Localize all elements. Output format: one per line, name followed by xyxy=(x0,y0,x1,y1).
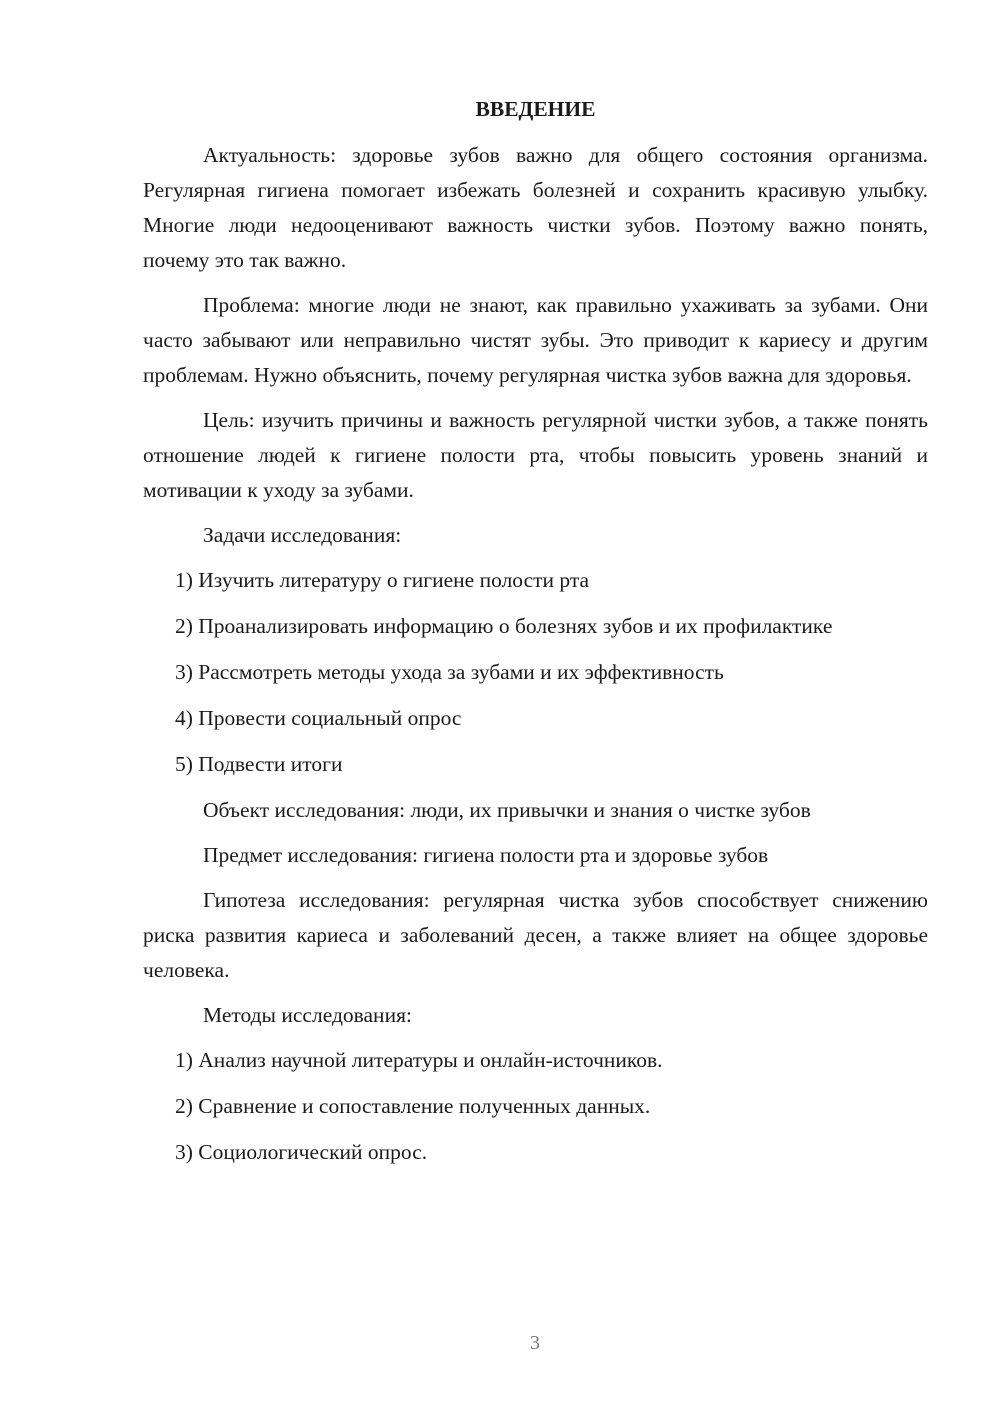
section-heading-text: ВВЕДЕНИЕ xyxy=(475,97,596,121)
problem-paragraph: Проблема: многие люди не знают, как правильно ухаживать за зубами. Они часто забывают или неправильно чистят зубы. Это приводит к кариесу и другим проблемам. Нужно объяснить, почему регулярная чистка зубов важна для здоровья. xyxy=(143,293,928,387)
method-item-3: 3) Социологический опрос. xyxy=(175,1140,428,1164)
tasks-title: Задачи исследования: xyxy=(203,523,402,547)
page-content xyxy=(143,92,928,1181)
relevance-paragraph: Актуальность: здоровье зубов важно для общего состояния организма. Регулярная гигиена помогает избежать болезней и сохранить красивую улыбку. Многие люди недооценивают важность чистки зубов. Поэтому важно понять, почему это так важно. xyxy=(143,143,928,272)
section-heading xyxy=(143,92,928,127)
task-item-3: 3) Рассмотреть методы ухода за зубами и их эффективность xyxy=(175,660,724,684)
research-object: Объект исследования: люди, их привычки и знания о чистке зубов xyxy=(203,798,811,822)
method-item-1: 1) Анализ научной литературы и онлайн-источников. xyxy=(175,1048,663,1072)
methods-title: Методы исследования: xyxy=(203,1003,412,1027)
task-item-2: 2) Проанализировать информацию о болезнях зубов и их профилактике xyxy=(175,614,833,638)
research-subject: Предмет исследования: гигиена полости рта и здоровье зубов xyxy=(203,843,769,867)
method-item-2: 2) Сравнение и сопоставление полученных данных. xyxy=(175,1094,651,1118)
goal-paragraph: Цель: изучить причины и важность регулярной чистки зубов, а также понять отношение людей к гигиене полости рта, чтобы повысить уровень знаний и мотивации к уходу за зубами. xyxy=(143,408,928,502)
task-item-4: 4) Провести социальный опрос xyxy=(175,706,462,730)
task-item-1: 1) Изучить литературу о гигиене полости рта xyxy=(175,568,590,592)
hypothesis-paragraph: Гипотеза исследования: регулярная чистка зубов способствует снижению риска развития кариеса и заболеваний десен, а также влияет на общее здоровье человека. xyxy=(143,888,928,982)
page-number: 3 xyxy=(530,1332,540,1354)
task-item-5: 5) Подвести итоги xyxy=(175,752,343,776)
